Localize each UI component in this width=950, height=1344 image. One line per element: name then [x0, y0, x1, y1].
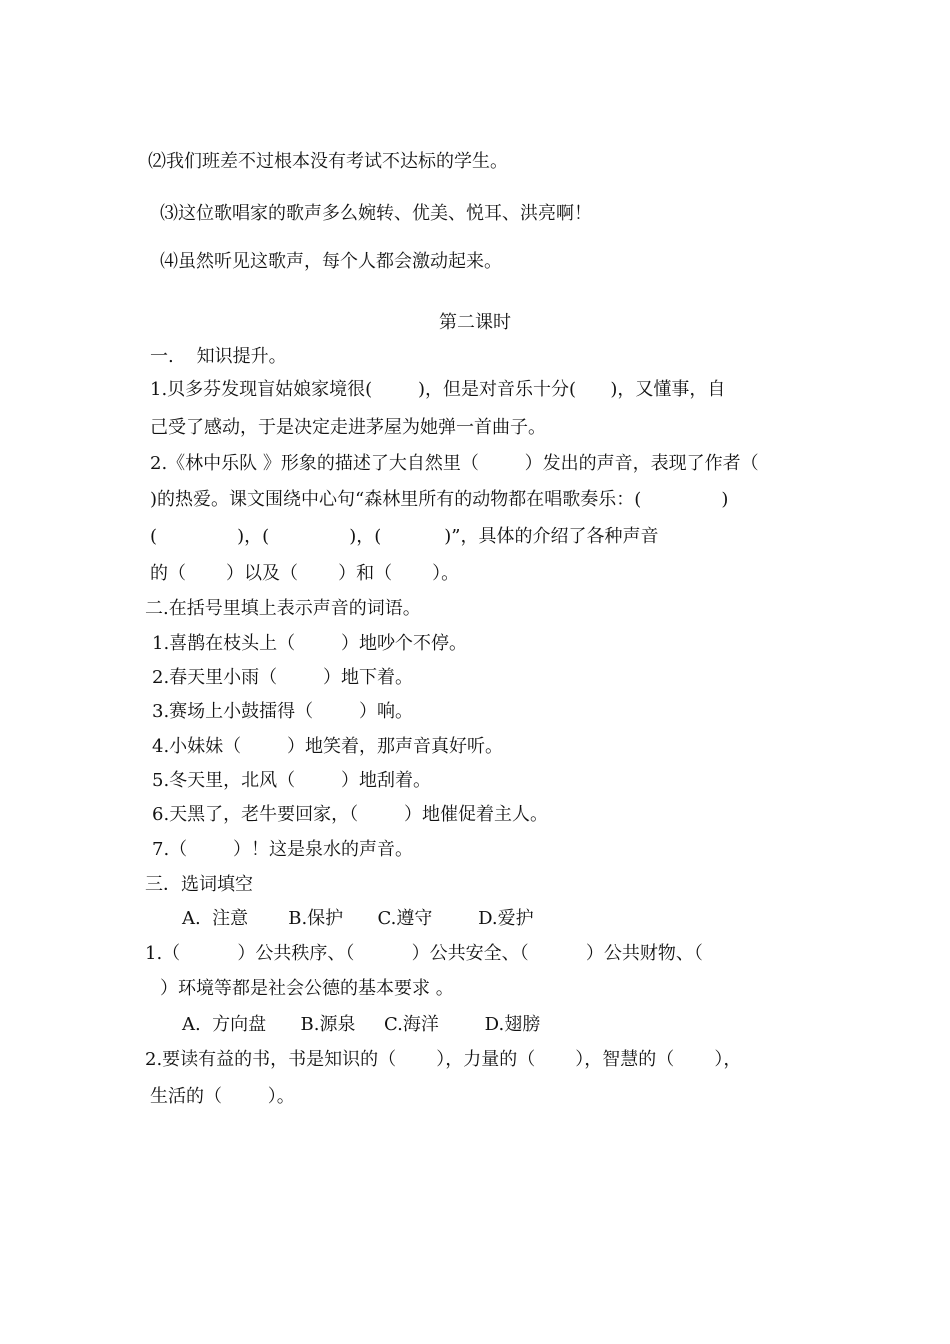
list-item: 6.天黑了，老牛要回家，（ ）地催促着主人。: [152, 804, 548, 825]
list-item: 3.赛场上小鼓擂得（ ）响。: [152, 701, 413, 722]
list-item: 1.喜鹊在枝头上（ ）地吵个不停。: [152, 633, 467, 654]
prev-item-3: ⑶这位歌唱家的歌声多么婉转、优美、悦耳、洪亮啊！: [160, 203, 592, 224]
section1-q2-line2: )的热爱。课文围绕中心句“森林里所有的动物都在唱歌奏乐：( ): [150, 489, 729, 510]
section1-q2-line4: 的（ ）以及（ ）和（ ）。: [150, 563, 460, 584]
lesson-title: 第二课时: [439, 312, 511, 333]
section3-heading: 三．选词填空: [145, 874, 253, 895]
section3-q2-line2: 生活的（ ）。: [150, 1086, 295, 1107]
section3-q2-line1: 2.要读有益的书，书是知识的（ ），力量的（ ），智慧的（ ），: [145, 1049, 742, 1070]
section3-q1-line1: 1.（ ）公共秩序、（ ）公共安全、（ ）公共财物、（: [145, 943, 703, 964]
list-item: 4.小妹妹（ ）地笑着，那声音真好听。: [152, 736, 503, 757]
section3-options-2: A. 方向盘 B.源泉 C.海洋 D.翅膀: [182, 1014, 541, 1035]
section1-q2-line3: ( )，( )，( )”，具体的介绍了各种声音: [150, 526, 659, 547]
list-item: 2.春天里小雨（ ）地下着。: [152, 667, 413, 688]
section1-q2-line1: 2.《林中乐队 》形象的描述了大自然里（ ）发出的声音，表现了作者（: [150, 453, 759, 474]
section3-options-1: A. 注意 B.保护 C.遵守 D.爱护: [182, 908, 534, 929]
prev-item-2: ⑵我们班差不过根本没有考试不达标的学生。: [148, 151, 508, 172]
section1-heading: 一. 知识提升。: [150, 346, 287, 367]
section1-q1-line2: 己受了感动，于是决定走进茅屋为她弹一首曲子。: [150, 417, 546, 438]
section3-q1-line2: ）环境等都是社会公德的基本要求 。: [160, 978, 454, 999]
section2-heading: 二.在括号里填上表示声音的词语。: [145, 598, 421, 619]
list-item: 7.（ ）！这是泉水的声音。: [152, 839, 413, 860]
list-item: 5.冬天里，北风（ ）地刮着。: [152, 770, 431, 791]
section1-q1-line1: 1.贝多芬发现盲姑娘家境很( )，但是对音乐十分( )，又懂事，自: [150, 379, 726, 400]
prev-item-4: ⑷虽然听见这歌声，每个人都会激动起来。: [160, 251, 502, 272]
